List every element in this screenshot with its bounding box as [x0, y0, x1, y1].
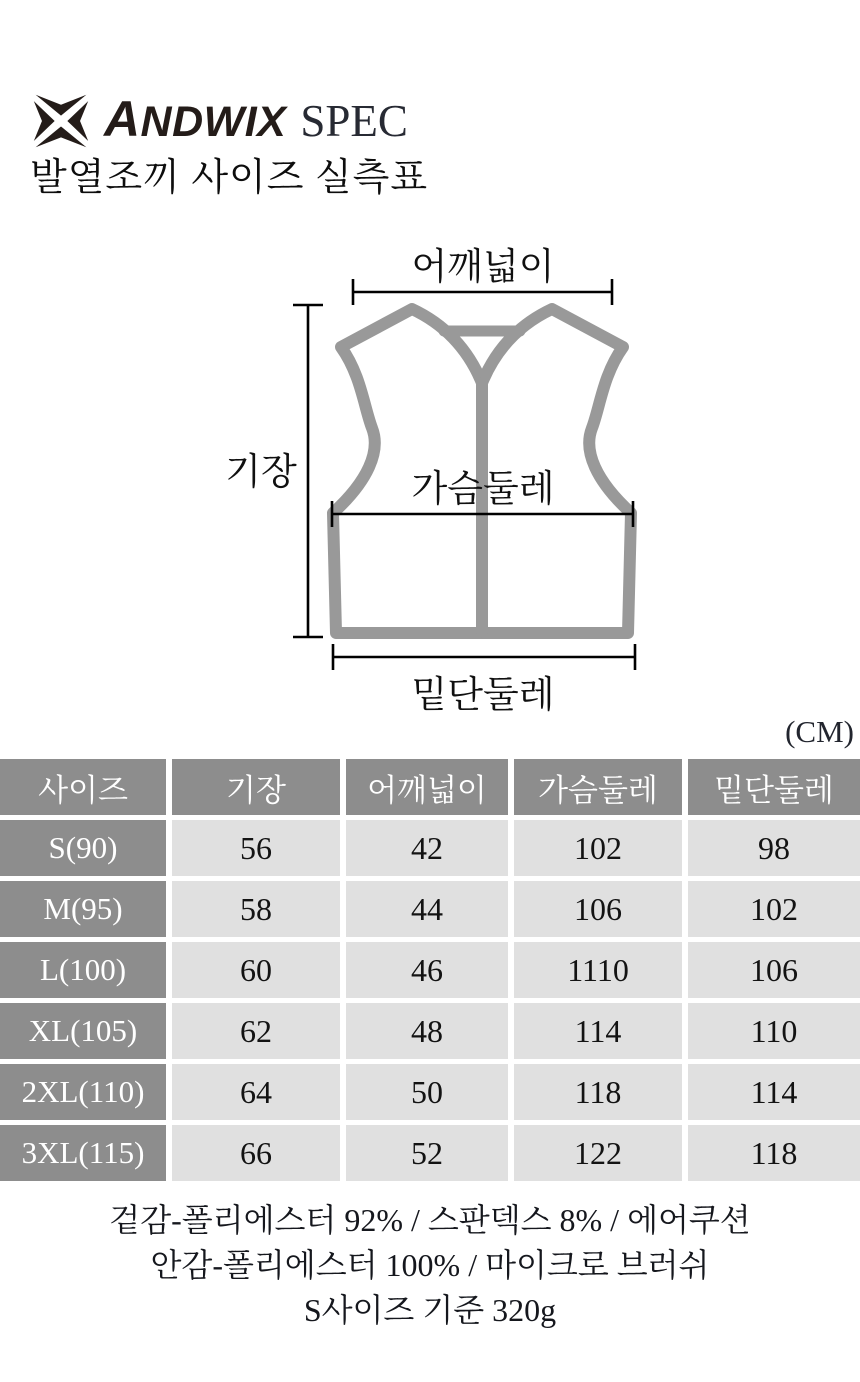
col-header-hem: 밑단둘레	[688, 759, 860, 815]
cell-2xl-hem: 114	[688, 1064, 860, 1120]
cell-l-chest: 1110	[514, 942, 682, 998]
hem-label: 밑단둘레	[411, 675, 555, 715]
cell-s-hem: 98	[688, 820, 860, 876]
weight-line: S사이즈 기준 320g	[303, 1292, 557, 1328]
cell-s-chest: 102	[514, 820, 682, 876]
row-label-xl: XL(105)	[0, 1003, 166, 1059]
cell-m-chest: 106	[514, 881, 682, 937]
page-title: 발열조끼 사이즈 실측표	[30, 157, 429, 199]
cell-l-hem: 106	[688, 942, 860, 998]
cell-3xl-length: 66	[172, 1125, 340, 1181]
cell-m-shoulder: 44	[346, 881, 508, 937]
brand-name: ANDWIX	[104, 91, 287, 147]
brand-suffix-spec: SPEC	[300, 95, 408, 146]
row-label-l: L(100)	[0, 942, 166, 998]
material-lining-line: 안감-폴리에스터 100% / 마이크로 브러쉬	[150, 1247, 710, 1283]
cell-l-length: 60	[172, 942, 340, 998]
cell-s-length: 56	[172, 820, 340, 876]
shoulder-label: 어깨넓이	[411, 247, 555, 288]
size-spec-table	[0, 759, 860, 1181]
cell-3xl-shoulder: 52	[346, 1125, 508, 1181]
vest-measurement-diagram	[220, 235, 660, 715]
row-label-s: S(90)	[0, 820, 166, 876]
cell-s-shoulder: 42	[346, 820, 508, 876]
cell-xl-hem: 110	[688, 1003, 860, 1059]
cell-3xl-hem: 118	[688, 1125, 860, 1181]
col-header-size: 사이즈	[0, 759, 166, 815]
cell-m-length: 58	[172, 881, 340, 937]
brand-header	[28, 90, 408, 151]
row-label-m: M(95)	[0, 881, 166, 937]
material-info	[0, 1198, 860, 1333]
cell-m-hem: 102	[688, 881, 860, 937]
cell-xl-chest: 114	[514, 1003, 682, 1059]
length-label: 기장	[225, 452, 297, 493]
row-label-3xl: 3XL(115)	[0, 1125, 166, 1181]
col-header-chest: 가슴둘레	[514, 759, 682, 815]
hem-measure-line	[333, 644, 635, 670]
cell-2xl-chest: 118	[514, 1064, 682, 1120]
chest-label: 가슴둘레	[411, 469, 555, 510]
row-label-2xl: 2XL(110)	[0, 1064, 166, 1120]
material-outer-line: 겉감-폴리에스터 92% / 스판덱스 8% / 에어쿠션	[109, 1202, 751, 1238]
cell-3xl-chest: 122	[514, 1125, 682, 1181]
cell-l-shoulder: 46	[346, 942, 508, 998]
andwix-x-star-icon	[28, 92, 94, 150]
col-header-shoulder: 어깨넓이	[346, 759, 508, 815]
unit-cm-label: (CM)	[785, 714, 854, 749]
cell-xl-length: 62	[172, 1003, 340, 1059]
col-header-length: 기장	[172, 759, 340, 815]
length-measure-line	[293, 305, 323, 637]
cell-2xl-shoulder: 50	[346, 1064, 508, 1120]
cell-2xl-length: 64	[172, 1064, 340, 1120]
cell-xl-shoulder: 48	[346, 1003, 508, 1059]
